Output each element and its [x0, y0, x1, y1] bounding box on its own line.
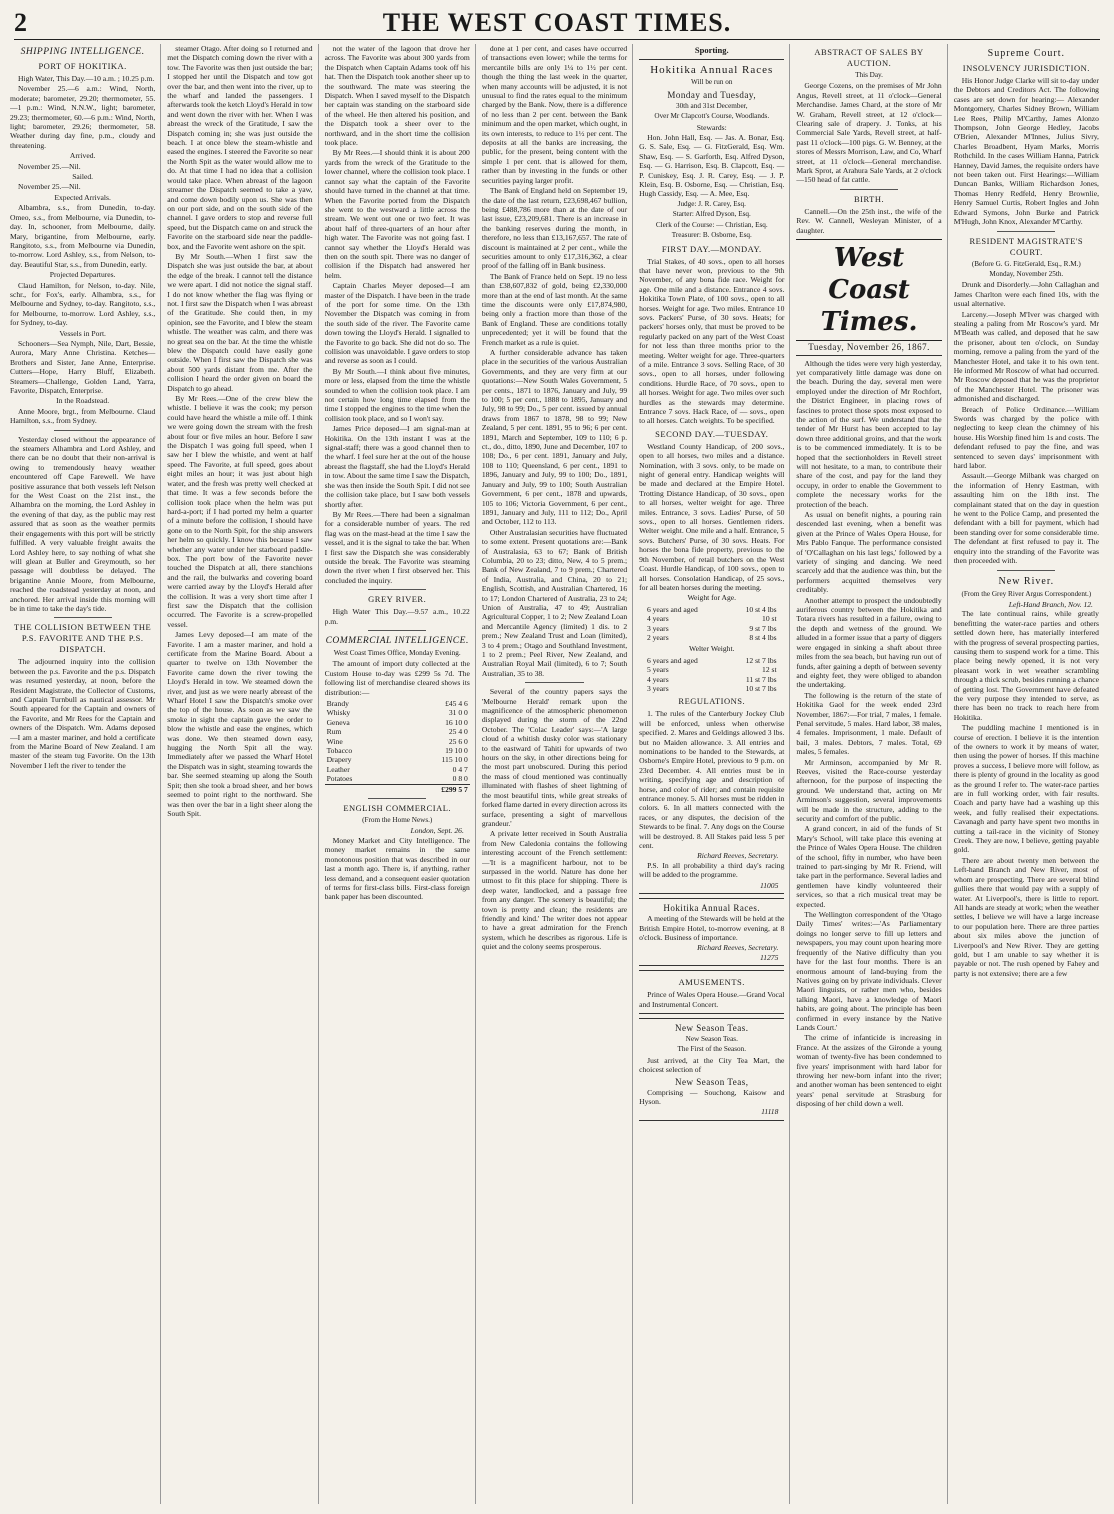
new-river-paragraph: There are about twenty men between the Left-hand Branch and New River, most of whom are prospecting. There are several blind gullies there that would pay with a supply of water. At Liverpool's, there is little to report. All hands are steady at work; when the weather settles, I believe we will have a large increase to our population here. There are three parties about six miles above the junction of Liverpool's and New River. They are getting gold, but I am unable to say whether it is payable or not. The rush opened by Fahey and party is not extensive; there are a few — [953, 855, 1099, 978]
projected-heading: Projected Departures. — [49, 270, 116, 280]
column-5 — [639, 44, 790, 1504]
weight-row-age: 3 years — [646, 623, 669, 633]
new-river-heading: New River. — [998, 575, 1055, 587]
auction-text: George Cozens, on the premises of Mr John Angus, Revell street, at 11 o'clock—General Merchandise. James Chard, at the store of Mr W. Graham, Revell street, at 12 o'clock—Clearing sale of drapery. J. Tonks, at his Commercial Sale Yards, Revell street, at half-past 11 o'clock—100 pigs. G. W. Benney, at the stores of Messrs Morrison, Law, and Co, Wharf street, at 11 o'clock—General merchandise. Mark Sprot, at Arahura Sale Yards, at 2 o'clock—150 head of fat cattle. — [796, 81, 942, 185]
duty-row-amount: 0 8 0 — [452, 774, 468, 784]
expected-heading: Expected Arrivals. — [54, 192, 111, 202]
english-heading: ENGLISH COMMERCIAL. — [343, 803, 452, 814]
office-line: West Coast Times Office, Monday Evening. — [333, 648, 461, 657]
annual-races-signature: Richard Reeves, Secretary. — [697, 943, 779, 953]
weight-row — [645, 605, 779, 614]
high-water: High Water, This Day.—10 a.m. ; 10.25 p.m. — [18, 74, 155, 83]
duty-row — [325, 727, 470, 736]
duty-row — [325, 774, 470, 784]
duty-row — [325, 765, 470, 774]
stewards-heading: Stewards: — [696, 122, 727, 132]
article-paragraph: The Bank of England held on September 19, the date of the last return, £23,698,467 bullion, being £488,786 more than at the date of our last issue, £23,209,681. There is an increase in the banking reserves during the month, in therefore, no less than £13,167,657. The rate of discount is maintained at 2 per cent., while the securities amount to only £17,316,362, a clear proof of the falling off in Bank business. — [481, 186, 628, 271]
column-1 — [10, 44, 161, 1504]
welter-row-age: 3 years — [646, 683, 669, 693]
article-paragraph: A further considerable advance has taken place in the securities of the various Australian Governments, and they are very firm at our quotations:—New South Wales Government, 5 per cents., 1871 to 1876, January and July, 99 to 100; 5 per cent., 1888 to 1895, January and July, 98 to 99; Do., 5 per cent. issued by annual draws from 1867 to 1878, 98 to 99; New Zealand, 5 per cent. 1891, 95 to 96; 6 per cent. 1891, March and September, 109 to 110; 6 p. ct., do., ditto, 1890, June and December, 107 to 108; Do., 6 per cent. 1891, January and July, 108 to 110; Queensland, 6 per cent., 1891 to 1896, January and July, 99 to 100; Do., 1891, January and July, 99 to 100; South Australian Government, 6 per cent., 1878 and upwards, 105 to 106; Victoria Government, 6 per cent., 1891, January and July, 111 to 112; Do., April and October, 112 to 113. — [481, 348, 628, 527]
welter-weight-table — [645, 656, 779, 694]
divider — [368, 798, 426, 799]
column-6 — [796, 44, 947, 1504]
english-date: London, Sept. 26. — [410, 826, 464, 836]
races-will-be: Will be run on — [691, 78, 733, 87]
new-river-date: Left-Hand Branch, Nov. 12. — [1008, 599, 1093, 609]
annual-races-ad-number: 11275 — [759, 952, 779, 962]
article-paragraph: James Price deposed—I am signal-man at Hokitika. On the 13th instant I was at the signal-staff; there was a good channel then to the wharf. I feel sure her at the out of the house abreast the flagstaff, she had the Lloyd's Herald in tow. About the same time I saw the Dispatch, she was then inside the South Spit. I did not see the collision take place, but I saw both vessels shortly after. — [324, 424, 470, 509]
weight-row-weight: 10 st — [762, 614, 777, 624]
duty-row-item: Rum — [326, 727, 342, 737]
shipping-news: Yesterday closed without the appearance of the steamers Alhambra and Lord Ashley, and there can be no doubt that their non-arrival is owing to tremendously heavy weather encountered off Cape Farewell. We have positive assurance that both vessels left Nelson for the West Coast on the 21st inst., the Alhambra on the morning, the Lord Ashley in the evening of that day, as the public may rest assured that as soon as the weather permits their engagements with this port will be strictly fulfilled. A very valuable freight awaits the Lord Ashley here, to say nothing of what she will glean at Buller and Greymouth, so her passage will doubtless be delayed. The brigantine Annie Moore, from Melbourne, reached the roadstead yesterday at noon, and anchored. Her arrival inside this morning will be in time to take the day's tide. — [10, 434, 156, 613]
column-4 — [482, 44, 633, 1504]
duty-row-amount: 115 10 0 — [441, 755, 468, 765]
article-paragraph: Captain Charles Meyer deposed—I am master of the Dispatch. I have been in the trade of the port for some time. On the 13th November the Dispatch was coming in from the south side of the river. The Favorite came down towing the Lloyd's Herald. I signalled to the Favorite to go back. She did not do so. The collision was unavoidable. I gave orders to stop and reverse as soon as I could. — [324, 281, 470, 366]
annual-races-advertisement — [639, 898, 784, 966]
teas-advertisement — [639, 1018, 784, 1121]
nameplate: West Coast Times. — [796, 239, 941, 341]
duty-row-amount: 0 4 7 — [452, 764, 468, 774]
duty-row-amount: 25 4 0 — [448, 727, 468, 737]
divider — [997, 231, 1055, 232]
new-river-sub: (From the Grey River Argus Correspondent.) — [961, 589, 1092, 598]
welter-row — [645, 665, 779, 674]
court-paragraph: Drunk and Disorderly.—John Callaghan and James Charlton were each fined 10s, with the usual alternative. — [953, 280, 1099, 309]
amusements-heading: AMUSEMENTS. — [678, 977, 745, 988]
article-paragraph: Several of the country papers says the 'Melbourne Herald' remark upon the magnificence of the atmospheric phenomenon displayed during the storm of the 22nd October. The 'Colac Leader' says:—'A large cloud of a whitish dusky color was stationary to the eastward of Tahiti for upwards of two hours on the sky, in other directions being for the most part unobscured. During this period the mass of cloud mentioned was continually illuminated with flashes of sheet lightning of the most beautiful tints, while great streaks of forked flame darted in every direction across its surface, presenting a sight of marvellous grandeur.' — [481, 687, 628, 828]
duty-row — [325, 746, 470, 755]
collision-heading: THE COLLISION BETWEEN THE P.S. FAVORITE AND THE P.S. DISPATCH. — [14, 622, 152, 655]
editorial-paragraph: A grand concert, in aid of the funds of St Mary's School, will take place this evening at the Prince of Wales Opera House. The children of the school, fifty in number, who have been trained to part-singing by Mr R. Friend, will take part in the performance. Several ladies and gentlemen have kindly volunteered their services, so that a rich musical treat may be expected. — [796, 824, 942, 909]
races-title: Hokitika Annual Races — [650, 64, 774, 77]
article-paragraph: By Mr Rees.—I should think it is about 200 yards from the wreck of the Gratitude to the lower channel, where the collision took place. I cannot say what the captain of the Favorite should have turned in the channel at that time. When the Favorite ported from the Dispatch she went to the westward a little across the stream. We went out one or two feet. It was about half of three-quarters of an hour after high water. The Favorite was not going fast. I cannot say whether the Lloyd's Herald was then on the south spit. There was no danger of collision if the Dispatch had answered her helm. — [324, 148, 470, 280]
editorial-paragraph: Another attempt to prospect the undoubtedly auriferous country between the Hokitika and Totara rivers has resulted in a failure, owing to the depth and wetness of the ground. We alluded in a former issue that a party of diggers were engaged in sinking a shaft about three miles from the sea beach, but having run out of funds, after gaining a depth of between seventy and eighty feet, they were obliged to abandon the undertaking. — [796, 595, 942, 690]
english-text: Money Market and City Intelligence. The money market remains in the same monotonous position that was described in our last a month ago. There is, if anything, rather less demand, and a consequent easier quotation of terms for first-class bills. First-class foreign bank paper has been discounted. — [324, 835, 470, 902]
welter-row-age: 6 years and aged — [646, 655, 698, 665]
sailed-heading: Sailed. — [72, 172, 94, 182]
projected-text: Claud Hamilton, for Nelson, to-day. Nile, schr., for Fox's, early. Alhambra, s.s., for Melbourne and Sydney, to-day. Rangitoto, s.s., for Melbourne, to-morrow. Lord Ashley, s.s., for Sydney, to-day. — [10, 280, 156, 328]
sailed-text: November 25.—Nil. — [18, 182, 81, 192]
article-paragraph: The Bank of France held on Sept. 19 no less than £38,607,832 of gold, being £2,330,000 more than at the end of last month. At the same time the discounts were only £17,874,980, being only a fraction more than those of the Bank of England. These are conditions totally unprecedented; yet it will be found that the French market as a rule is quiet. — [481, 271, 628, 347]
welter-row — [645, 656, 779, 665]
column-3 — [325, 44, 476, 1504]
new-river-paragraph: The puddling machine I mentioned is in course of erection. I believe it is the intention of the owners to work it by means of water, then using the power of horses. If this machine proves a success, I believe more will follow, as there is plenty of ground in the locality as good as the ground I refer to. The water-race parties are in full working order, with fair results. Coach and party have had a washing up this week, and fully realised their expectations. Cavanagh and party have spent two months in cutting a tail-race in the vicinity of Stoney Creek. They are now, I believe, getting payable gold. — [953, 723, 1099, 855]
weight-row-age: 4 years — [646, 614, 669, 624]
court-paragraph: Assault.—George Milbank was charged on the information of Henry Eastman, with assaulting him on the 18th inst. The complainant stated that on the day in question he went to the Police Camp, and presented the defendant with a bill for payment, which had been standing over for some considerable time. The defendant at first refused to pay it. The enquiry into the stranding of the Favorite was then proceeded with. — [953, 471, 1099, 566]
teas-ad-number: 11118 — [761, 1107, 779, 1117]
article-paragraph: James Levy deposed—I am mate of the Favorite. I am a master mariner, and hold a certificate from the Marine Board. About a quarter to twelve on 13th November the Favorite came down the river towing the Lloyd's Herald in tow. We steamed down the river, and just as we were nearly abreast of the Wharf Hotel I saw the Dispatch's smoke over the top of the house. As soon as we saw the smoke in sight the captain gave the order to blow the whistle and ease the engines, which was done. We then steamed down easy, hugging the North Spit all the way. Immediately after we passed the Wharf Hotel the Dispatch was in sight, steaming towards the bar. She seemed steaming up along the South Spit; then she took a broad sheer, and her bows seemed to point right to the northward. She was then over the bar in a light sheer along the South Spit. — [167, 630, 313, 818]
teas-sub-2: The First of the Season. — [677, 1045, 746, 1054]
divider — [840, 189, 898, 190]
weight-row-age: 6 years and aged — [646, 604, 698, 614]
duty-total: £299 5 7 — [396, 784, 470, 794]
annual-races-heading: Hokitika Annual Races. — [663, 903, 761, 914]
duty-row-item: Potatoes — [326, 774, 353, 784]
welter-row-weight: 12 st — [762, 665, 777, 675]
rm-court-date: Monday, November 25th. — [989, 269, 1064, 278]
weight-row-weight: 10 st 4 lbs — [745, 604, 777, 614]
weight-row-age: 2 years — [646, 632, 669, 642]
duty-row — [325, 737, 470, 746]
article-paragraph: By Mr South.—When I first saw the Dispatch she was just outside the bar, at about the edge of the break. I cannot tell the distance we were apart. I did not notice the signal staff. I do not know whether the flag was flying or not. I first saw the Dispatch when I was abreast of the Gratitude. She could then, in my opinion, see the Favorite, and I blew the steam whistle. The weather was calm, and there was no great sea on the bar. At the time the whistle blew the Dispatch could have easily gone outside. When I first saw the Dispatch she was about 500 yards distant from me. After the collision I heard the order given on board the Dispatch to go ahead. — [167, 251, 313, 393]
teas-heading: New Season Teas. — [675, 1022, 749, 1033]
duty-row-item: Brandy — [326, 699, 349, 708]
birth-text: Cannell.—On the 25th inst., the wife of the Rev. W. Cannell, Wesleyan Minister, of a daughter. — [796, 206, 942, 235]
races-ps: P.S. In all probability a third day's racing will be added to the programme. — [639, 860, 785, 880]
duty-row-amount: £45 4 6 — [445, 699, 468, 708]
duty-row-amount: 19 10 0 — [445, 746, 468, 756]
welter-row-weight: 12 st 7 lbs — [745, 655, 777, 665]
grey-river-text: High Water This Day.—9.57 a.m., 10.22 p.m. — [324, 607, 470, 626]
editorial-paragraph: The crime of infanticide is increasing in France. At the assizes of the Gironde a young woman of twenty-five has been condemned to five years' imprisonment with hard labor for throwing her new-born infant into the river; and another woman has been sentenced to eight years' penal servitude at Strasburg for disposing of her child down a well. — [796, 1033, 942, 1109]
vessels-heading: Vessels in Port. — [59, 328, 106, 338]
divider — [54, 617, 112, 618]
divider — [525, 682, 583, 683]
second-day-heading: SECOND DAY.—TUESDAY. — [655, 428, 769, 439]
weight-row — [645, 614, 779, 623]
second-day-text: Westland County Handicap, of 200 sovs., open to all horses, two miles and a distance. Nomination, with 3 sovs. only, to be made on night of general entry. Handicap weights will be made and declared at the Empire Hotel. Trotting Distance Handicap, of 30 sovs., open to all horses, welter weight for age. Three miles. Entrance, 3 sovs. Ladies' Purse, of 50 sovs., open to all horses. Gentlemen riders. Welter weight. One mile and a half. Entrance, 5 sovs. Butchers' Purse, of 30 sovs. Heats. For horses the bona fide property, previous to the 9th November, of retail butchers on the West Coast. Hurdle Handicap, of 100 sovs., open to all horses. Consolation Handicap, of 25 sovs., for all beaten horses during the meeting. — [639, 441, 785, 592]
roadstead-heading: In the Roadstead. — [56, 396, 110, 406]
races-advertisement — [639, 59, 784, 894]
arrived-text: November 25.—Nil. — [18, 161, 81, 171]
editorial-paragraph: As usual on benefit nights, a pouring rain descended last evening, when a benefit was given at the Prince of Wales Opera House, for Mrs Pablo Fanque. The performance consisted of 'O'Callaghan on his last legs,' followed by a variety of singing and dancing. We need scarcely add that the audience was thin, but the performers acquitted themselves very creditably. — [796, 510, 942, 595]
court-paragraph: Larceny.—Joseph M'Iver was charged with stealing a paling from Mr Roscow's yard. Mr M'Beath was called, and deposed that he saw the prisoner, about ten o'clock, on Sunday morning, remove a paling from the yard of the Manchester Hotel, and take it to his own tent. He informed Mr Roscow of what had occurred. Mr Roscow deposed that he was the proprietor of the Manchester Hotel. The prisoner was admonished and discharged. — [953, 309, 1099, 404]
masthead — [14, 6, 1100, 40]
welter-row-weight: 10 st 7 lbs — [745, 683, 777, 693]
treasurer: Treasurer: B. Osborne, Esq. — [671, 231, 752, 240]
article-paragraph: not the water of the lagoon that drove her across. The Favorite was about 300 yards from the Dispatch when Captain Adams took off his hat. Then the Dispatch took another sheer up to the southward. The mate was steering the Dispatch. When I saved myself to the Dispatch her captain was standing on the starboard side of the wheel. He then altered his position, and the Dispatch took a sheer over to the northward, and in the short time the collision took place. — [324, 44, 470, 148]
editorial-paragraph: The Wellington correspondent of the 'Otago Daily Times' writes:—'As Parliamentary doings no longer serve to fill up letters and newspapers, you may count upon hearing more frequently of the Native difficulty than you have for the last four months. There is an enormous amount of land-buying from the Natives going on by private individuals. Clever Maori linguists, or rather men who, besides talking Maori, have a knowledge of Maori habits, are going about. The principle has been confirmed in every instance by the Native Lands Court.' — [796, 910, 942, 1032]
regulations-heading: REGULATIONS. — [678, 696, 746, 707]
regulations-text: 1. The rules of the Canterbury Jockey Club will be enforced, unless when otherwise specified. 2. Mares and Geldings allowed 3 lbs. but no Maiden allowance. 3. All entries and nominations to be handed to the Stewards, at Osborne's Empire Hotel, previous to 9 p.m. on 23rd December. 4. All entries must be in writing, specifying age and description of horse, and color of rider; and contain requisite entrance money. 5. All horses must be ridden in colors. 6. In all matters connected with the races, or any disputes, the decision of the Stewards to be final. 7. Any dogs on the Course will be destroyed. 8. All Stakes paid less 5 per cent. — [639, 709, 785, 851]
grey-river-heading: GREY RIVER. — [368, 594, 427, 605]
editorial-paragraph: Mr Arminson, accompanied by Mr R. Reeves, visited the Race-course yesterday afternoon, for the purpose of inspecting the ground. We understand that, acting on Mr Arminson's suggestion, several improvements will be made in the structure, adding to the security and comfort of the public. — [796, 757, 942, 823]
auction-sub: This Day. — [855, 71, 883, 79]
weather-report: November 25.—6 a.m.: Wind, North, moderate; barometer, 29.20; thermometer, 55.—1 p.m.: Wind, N.N.W., light; barometer, 29.23; thermometer, 60.—6 p.m.: Wind, North, light; barometer, 29.26; thermometer, 58. Weather during day fine, p.m., cloudy and threatening. — [10, 84, 156, 150]
clerk-of-course: Clerk of the Course: — Christian, Esq. — [655, 220, 768, 229]
stewards-list: Hon. John Hall, Esq. — Jas. A. Bonar, Esq. G. S. Sale, Esq. — G. FitzGerald, Esq. Wm. Shaw, Esq. — S. Garforth, Esq. Alfred Dyson, Esq. — G. Harrison, Esq. B. Clapcott, Esq. — P. Cuniskey, Esq. J. R. Carey, Esq. — J. P. Klein, Esq. B. Osborne, Esq. — Christian, Esq. Hugh Cassidy, Esq. — A. Mee, Esq. — [639, 133, 785, 199]
vessels-text: Schooners—Sea Nymph, Nile, Dart, Bessie, Aurora, Mary Anne Christina. Ketches—Brothers and Sister, Jane Anne, Enterprise. Cutters—Hope, Harry Bluff, Elizabeth. Steamers—Challenge, Golden Land, Yarra, Favorite, Dispatch, Enterprise. — [10, 338, 156, 395]
page-number: 2 — [14, 8, 27, 37]
welter-row — [645, 684, 779, 693]
article-paragraph: By Mr Rees.—There had been a signalman for a considerable number of years. The red flag was on the mast-head at the time I saw the vessel, and it is the signal to take the bar. When I first saw the Dispatch she was considerably outside the break. The Favorite was steaming down the river when I first observed her. This concluded the inquiry. — [324, 509, 470, 585]
duty-row-item: Geneva — [326, 717, 350, 727]
weight-row-weight: 9 st 7 lbs — [749, 623, 777, 633]
insolvency-heading: INSOLVENCY JURISDICTION. — [962, 63, 1090, 73]
article-paragraph: A private letter received in South Australia from New Caledonia contains the following interesting account of the French settlement:—'It is a magnificent harbour, not to be surpassed in the world. Nature has done her utmost to fit this place for shipping. There is deep water, landlocked, and a passage free from any danger. The scenery is beautiful; the town is pretty and clean; the residents are friendly and kind.' The writer does not appear to have a great admiration for the French system, which he describes as rigorous. Life is quiet and the colony seems prosperous. — [481, 829, 628, 952]
new-river-paragraph: The late continual rains, while greatly benefitting the water-race parties and others settled down here, has materially interfered with the progress of several prospecting parties, causing them to suspend work for a time. This place being newly opened, it is not very pleasant work in wet weather scrambling through a thick scrub, besides running a chance of getting lost. The Government have defeated the very purpose they intended to serve, as there has been no track to reach here from Hokitika. — [953, 609, 1099, 722]
dateline: Tuesday, November 26, 1867. — [796, 343, 941, 355]
collision-text: The adjourned inquiry into the collision between the p.s. Favorite and the p.s. Dispatch was resumed yesterday, at noon, before the Resident Magistrate, the Collector of Customs, and Captain Turnbull as nautical assessor. Mr South appeared for the Captain and owners of the Favorite, and Mr Rees for the Captain and owners of the Dispatch. Wm. Adams deposed—I am a master mariner, and hold a certificate from the Marine Board of New Zealand. I am master of the steam tug Favorite. On the 13th November I left the river to tender the — [10, 657, 156, 770]
editorial-paragraph: Although the tides were very high yesterday, yet comparatively little damage was done on the beach. During the day, several men were employed under the direction of Mr Rochfort, the District Engineer, in placing rows of fascines to protect those spots most exposed to the action of the surf. We understand that the tender of Mr Hurst has been accepted to lay down three additional groins, and that the work is to be commenced immediately. It is to be hoped that the sectionholders in Revell street will not hesitate, to a man, to contribute their share of the cost, and pay for the land they occupy, in order to enable the Government to complete the necessary works for the protection of the beach. — [796, 358, 942, 509]
auction-heading: ABSTRACT OF SALES BY AUCTION. — [814, 47, 924, 68]
divider — [997, 570, 1055, 571]
supreme-court-heading: Supreme Court. — [987, 48, 1065, 59]
first-day-text: Trial Stakes, of 40 sovs., open to all horses that have never won, previous to the 9th November, of any bona fide race. Weight for age. One mile and a distance. Entrance 4 sovs. Hokitika Town Plate, of 100 sovs., open to all horses. Weight for age. Two miles. Entrance 10 sovs. Packers' Purse, of 30 sovs. Heats; for packers' horses only, that must be proved to be regularly packed on any part of the West Coast for not less than three months prior to the meeting. Welter weight for age. Three-quarters of a mile. Entrance 3 sovs. Selling Race, of 30 sovs., open to all horses, under following conditions. Hurdle Race, of 70 sovs., open to all horses. Weight for age. Two miles over such hurdles as the stewards may determine. Entrance 7 sovs. Hack Race, of — sovs., open to all horses. Catch weights. To be specified. — [639, 256, 785, 426]
teas-text-2: Comprising — Souchong, Kaisow and Hyson. — [639, 1087, 785, 1106]
welter-row — [645, 675, 779, 684]
duty-row-amount: 16 10 0 — [445, 717, 468, 727]
article-paragraph: steamer Otago. After doing so I returned and met the Dispatch coming down the river with a tow. The Favorite was then just outside the bar; I stopped her until the Dispatch and tow got over the bar, and then went into the river, up to the wharf and landed the passengers. I afterwards took the ketch Lloyd's Herald in tow and went down the river with her. When I was abreast the wreck of the Gratitude, I saw the Dispatch coming in; she was just outside the beach. I at once blew the steam-whistle and eased the engines. I steered the Favorite so near the North Spit as the water would allow me to do. At that time I had no idea that a collision would take place. When abreast of the lagoon streamer the Dispatch seemed to take a yaw, and come down bodily upon us. She was then on our port side, and on the south side of the channel. I gave orders to stop and reverse full speed, but the Dispatch came on and struck the Favorite on the starboard side near the paddle-box, and the Favorite went ashore on the spit. — [167, 44, 313, 251]
amusements-block — [639, 970, 784, 1014]
welter-row-weight: 11 st 7 lbs — [745, 674, 777, 684]
duty-row-item: Drapery — [326, 755, 352, 765]
duty-row-item: Wine — [326, 736, 343, 746]
divider — [54, 430, 112, 431]
races-signature: Richard Reeves, Secretary. — [697, 851, 779, 861]
page-columns — [10, 44, 1104, 1504]
weight-for-age-table — [645, 605, 779, 643]
duty-row-item: Whisky — [326, 708, 351, 718]
duty-row — [325, 755, 470, 764]
races-ad-number: 11005 — [759, 880, 779, 890]
teas-sub-3: New Season Teas, — [675, 1076, 749, 1087]
column-2 — [167, 44, 318, 1504]
article-paragraph: By Mr Rees.—One of the crew blew the whistle. I believe it was the cook; my person could have heard the whistle a mile off. I think we were going down the stream with the fresh about four or five miles an hour. Before I saw the Dispatch I was going full speed, when I saw her I blew the whistle, and went at half speed. The Favorite, at full speed, goes about eight miles an hour; it was just about high water, and the fresh was pretty well checked at that time. It was a few seconds before the collision took place when the helm was put hard-a-port; if I had ported my helm a quarter of a minute before the collision, I should have gone on to the North Spit, for the ship answers her helm so quickly. I know this because I saw whether any water under her starboard paddle-box. The port bow of the Favorite never touched the Dispatch at all, there stanchions and the rail, the bulwarks and covering board were carried away by the Lloyd's Herald after the collision. It was a very short time after I first saw the Dispatch that the collision occurred. The Favorite is a screw-propelled vessel. — [167, 394, 313, 629]
insolvency-text: His Honor Judge Clarke will sit to-day under the Debtors and Creditors Act. The following cases are set down for hearing:— Alexander Montgomery, Charles Sidney Brown, William Lee Rees, Philip M'Carthy, James Alonzo Thompson, John George Hedley, Jacobs O'Brien, Alexander M'Innes, Julius Sivry, Charles Broadbent, Hyam Marks, Morris Rothchild. In the cases William Hanna, Patrick Hanney, David James, the requisite orders have not been taken out. First Hearings:—William Duncan Banks, William Richardson Jones, Thomas Henry Redfeld, Henry Brownlie, Henry Samuel Curtis, Robert Ingles and John Edward Symons, John Burke and Patrick M'Hugh, John Knox, Alexander M'Carthy. — [953, 76, 1099, 227]
races-dates: 30th and 31st December, — [675, 101, 748, 110]
weight-for-age-heading: Weight for Age. — [687, 593, 737, 603]
welter-row-age: 5 years — [646, 665, 669, 675]
duty-row — [325, 699, 470, 708]
article-paragraph: Other Australasian securities have fluctuated to some extent. Present quotations are:—Bank of Australasia, 63 to 67; Bank of British Columbia, 20 to 23; ditto, New, 4 to 5 prem.; Bank of New Zealand, 7 to 9 prem.; Chartered of India, Australia, and China, 20 to 21; English, Scottish, and Australian Chartered, 16 to 17; London Chartered of Australia, 23 to 24; Union of Australia, 47 to 49; Australian Agricultural Copper, 1 to 2; New Zealand Loan and Mercantile Agency (limited) 1 dis. to 2 prem.; New Zealand Trust and Loan (limited), 3 to 4 prem.; Otago and Southland Investment, 1 to 2 prem.; Peel River, New Zealand, and Australian Royal Mail (limited), 6 to 7; South Australian, 35 to 38. — [481, 527, 628, 678]
paper-title: THE WEST COAST TIMES. — [382, 8, 732, 37]
welter-weight-heading: Welter Weight. — [689, 644, 735, 654]
weight-row — [645, 633, 779, 642]
races-venue: Over Mr Clapcott's Course, Woodlands. — [654, 112, 770, 121]
duty-text: The amount of import duty collected at the Custom House to-day was £299 5s 7d. The following list of merchandise cleared shows its distribution:— — [324, 659, 470, 697]
column-7 — [954, 44, 1104, 1504]
sporting-heading: Sporting. — [694, 45, 729, 55]
duty-row-amount: 25 6 0 — [448, 736, 468, 746]
duty-row-item: Tobacco — [326, 746, 353, 756]
birth-heading: BIRTH. — [853, 193, 885, 204]
divider — [368, 589, 426, 590]
races-days: Monday and Tuesday, — [667, 89, 757, 100]
arrived-heading: Arrived. — [69, 151, 96, 161]
amusements-text: Prince of Wales Opera House.—Grand Vocal and Instrumental Concert. — [639, 990, 785, 1009]
expected-text: Albambra, s.s., from Dunedin, to-day. Omeo, s.s., from Melbourne, via Dunedin, to-day. In, schooner, from Melbourne, daily. Mary, brigantine, from Melbourne, early. Rangitoto, s.s., from Melbourne via Dunedin, to-morrow. Lord Ashley, s.s., from Nelson, to-day. Beautiful Star, s.s., from Dunedin, early. — [10, 203, 156, 269]
first-day-heading: FIRST DAY.—MONDAY. — [661, 243, 762, 254]
english-sub: (From the Home News.) — [362, 816, 433, 825]
starter: Starter: Alfred Dyson, Esq. — [672, 210, 751, 219]
duty-table — [325, 699, 470, 794]
divider — [368, 630, 426, 631]
section-heading-shipping: SHIPPING INTELLIGENCE. — [20, 47, 145, 57]
weight-row — [645, 624, 779, 633]
duty-row — [325, 708, 470, 717]
duty-row-item: Leather — [326, 764, 350, 774]
court-paragraph: Breach of Police Ordinance.—William Swords was charged by the police with neglecting to keep clean the chimney of his house. His Worship fined him 1s and costs. The defendant refused to pay the fine, and was sentenced to seven days' imprisonment with hard labor. — [953, 404, 1099, 471]
duty-row — [325, 718, 470, 727]
weight-row-weight: 8 st 4 lbs — [749, 632, 777, 642]
annual-races-text: A meeting of the Stewards will be held at the British Empire Hotel, to-morrow evening, at 8 o'clock. Business of importance. — [639, 914, 785, 942]
roadstead-text: Anne Moore, brgt., from Melbourne. Claud Hamilton, s.s., from Sydney. — [10, 406, 156, 426]
rm-court-heading: RESIDENT MAGISTRATE'S COURT. — [969, 235, 1084, 257]
duty-row-amount: 31 0 0 — [448, 708, 468, 718]
article-paragraph: By Mr South.—I think about five minutes, more or less, elapsed from the time the whistle sounded to when the collision took place. I am not certain how long time elapsed from the time I stopped the engines to the time when the collision took place, and so I won't say. — [324, 366, 470, 423]
teas-sub-1: New Season Teas. — [685, 1034, 738, 1043]
rm-court-sub: (Before G. G. FitzGerald, Esq., R.M.) — [971, 259, 1081, 268]
judge: Judge: J. R. Carey, Esq. — [677, 199, 746, 208]
duty-total-row — [325, 784, 470, 794]
article-paragraph: done at 1 per cent, and cases have occurred of transactions even lower; while the terms for mercantile bills are only 1¼ to 1½ per cent. though the thing the last week in the quarter, when many accounts will be adjusted, it is not unusual to find the rates equal to the minimum charged by the Bank. Now, there is a difference of no less than 2 per cent. between the Bank minimum and the open market, which ought, in its own interests, to reduce to 1½ per cent. The deposits at all the banks are increasing, the public, for the present, being content with the simple 1 per cent. that is allowed for them, rather than by investing in the funds or other securities paying larger profit. — [481, 44, 628, 185]
port-heading: PORT OF HOKITIKA. — [38, 61, 127, 71]
commercial-heading: COMMERCIAL INTELLIGENCE. — [325, 635, 469, 646]
teas-text: Just arrived, at the City Tea Mart, the choicest selection of — [639, 1055, 785, 1075]
editorial-paragraph: The following is the return of the state of Hokitika Gaol for the week ended 23rd November, 1867:—For trial, 7 males, 1 female. Penal servitude, 5 males. Hard labor, 38 males, 4 females. Imprisonment, 1 male. Default of bail, 3 males. Debtors, 7 males. Total, 69 males, 5 females. — [796, 690, 942, 757]
welter-row-age: 4 years — [646, 674, 669, 684]
